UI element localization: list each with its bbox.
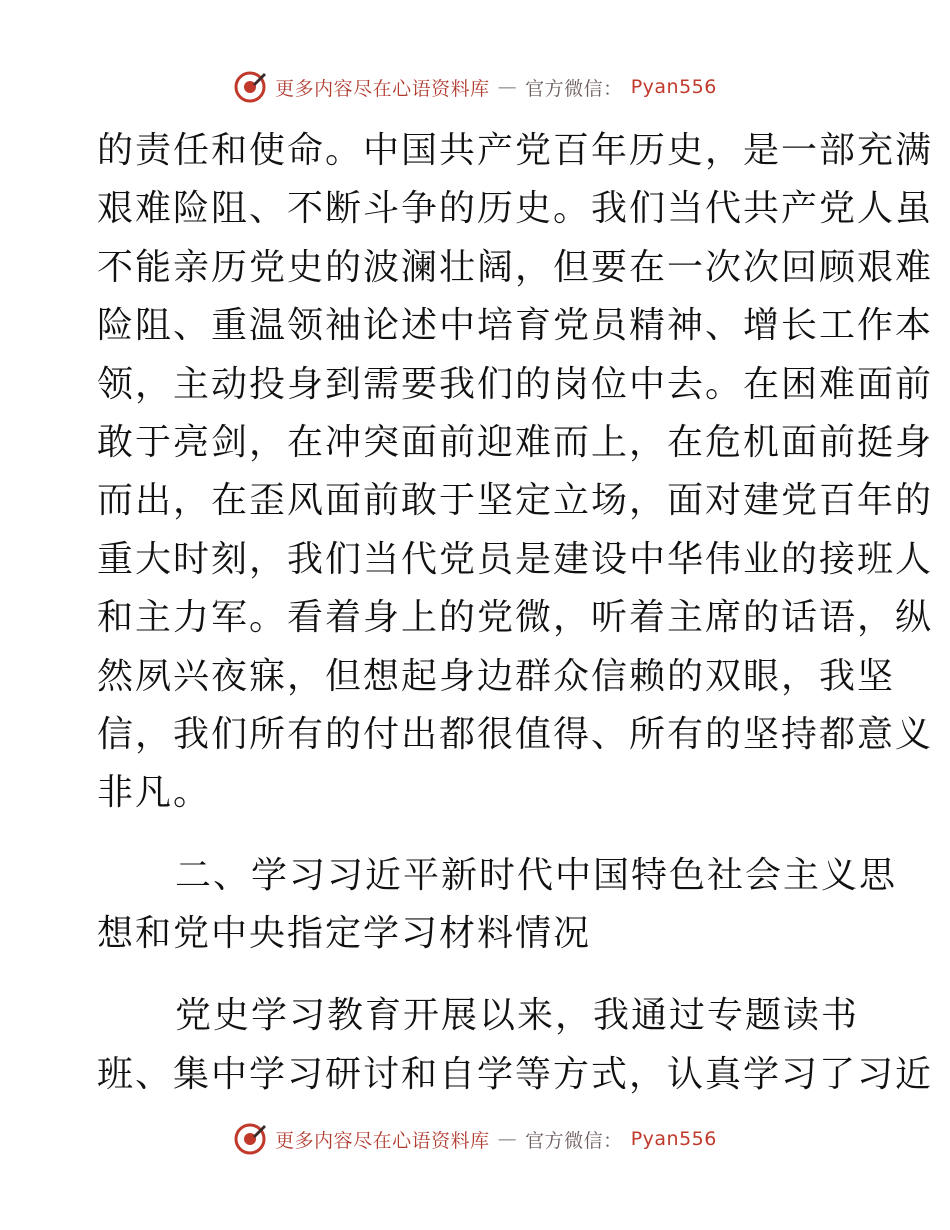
text-line: 的责任和使命。中国共产党百年历史，是一部充满 xyxy=(97,130,934,171)
header-watermark xyxy=(0,70,950,104)
text-line: 敢于亮剑，在冲突面前迎难而上，在危机面前挺身 xyxy=(97,421,934,463)
watermark-wechat-label: 官方微信： xyxy=(525,77,623,100)
text-line: 非凡。 xyxy=(97,772,212,814)
paragraph-gap xyxy=(97,823,857,847)
paragraph-responsibility xyxy=(97,122,934,823)
text-line: 班、集中学习研讨和自学等方式，认真学习了习近 xyxy=(97,1053,934,1095)
watermark-wechat-label: 官方微信： xyxy=(525,1129,623,1152)
heading-line: 二、学习习近平新时代中国特色社会主义思 xyxy=(175,854,898,896)
text-line: 险阻、重温领袖论述中培育党员精神、增长工作本 xyxy=(97,305,934,347)
watermark-text: 更多内容尽在心语资料库 xyxy=(275,77,490,100)
watermark-separator: — xyxy=(497,76,518,98)
text-line: 然夙兴夜寐，但想起身边群众信赖的双眼，我坚 xyxy=(97,655,896,697)
watermark-handle: Pyan556 xyxy=(630,1128,717,1150)
text-line: 重大时刻，我们当代党员是建设中华伟业的接班人 xyxy=(97,538,934,580)
footer-watermark xyxy=(0,1122,950,1156)
pen-logo-icon xyxy=(233,70,267,104)
document-body xyxy=(97,122,934,1104)
text-line: 信，我们所有的付出都很值得、所有的坚持都意义 xyxy=(97,713,934,755)
paragraph-gap xyxy=(97,963,857,987)
watermark-text: 更多内容尽在心语资料库 xyxy=(275,1129,490,1152)
pen-logo-icon xyxy=(233,1122,267,1156)
text-line: 不能亲历党史的波澜壮阔，但要在一次次回顾艰难 xyxy=(97,246,934,288)
text-line: 艰难险阻、不断斗争的历史。我们当代共产党人虽 xyxy=(97,188,934,230)
paragraph-study xyxy=(97,987,934,1104)
section-heading-two xyxy=(97,847,898,964)
watermark-handle: Pyan556 xyxy=(630,76,717,98)
text-line: 领，主动投身到需要我们的岗位中去。在困难面前 xyxy=(97,363,934,405)
watermark-separator: — xyxy=(497,1128,518,1150)
text-line: 而出，在歪风面前敢于坚定立场，面对建党百年的 xyxy=(97,480,934,522)
text-line: 和主力军。看着身上的党微，听着主席的话语，纵 xyxy=(97,597,934,639)
text-line: 党史学习教育开展以来，我通过专题读书 xyxy=(175,995,860,1037)
heading-line: 想和党中央指定学习材料情况 xyxy=(97,913,592,955)
